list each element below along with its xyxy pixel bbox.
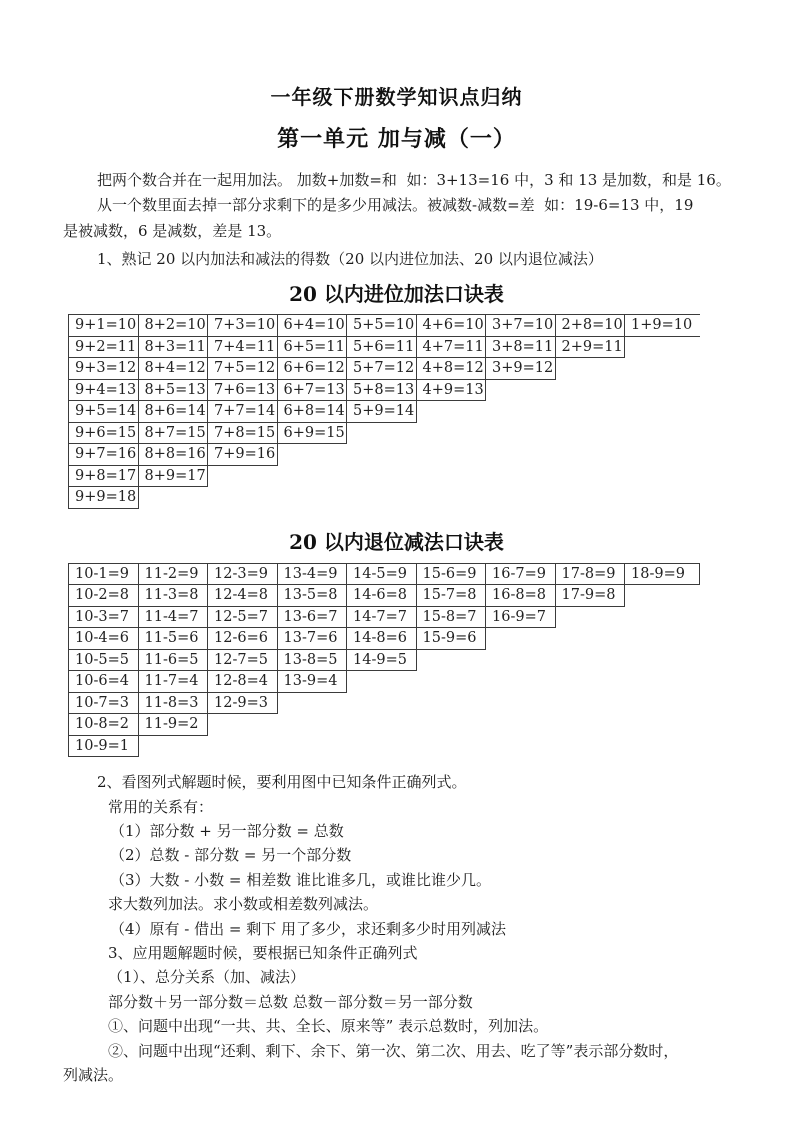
table-row — [68, 627, 793, 650]
equation-cell: 2+8=10 — [555, 314, 626, 337]
equation-cell: 4+6=10 — [416, 314, 487, 337]
table-row — [68, 465, 793, 488]
equation-cell: 15-7=8 — [416, 584, 487, 607]
equation-cell: 11-5=6 — [138, 627, 209, 650]
equation-cell: 4+9=13 — [416, 379, 487, 402]
equation-cell: 10-9=1 — [68, 735, 139, 758]
equation-cell: 10-3=7 — [68, 606, 139, 629]
note-line: 3、应用题解题时候，要根据已知条件正确列式 — [108, 944, 418, 963]
equation-cell: 14-8=6 — [346, 627, 417, 650]
equation-cell: 9+3=12 — [68, 357, 139, 380]
equation-cell: 9+1=10 — [68, 314, 139, 337]
note-line: （2）总数 - 部分数 = 另一个部分数 — [110, 846, 352, 865]
equation-cell: 5+6=11 — [346, 336, 417, 359]
equation-cell: 11-7=4 — [138, 670, 209, 693]
equation-cell: 16-9=7 — [485, 606, 556, 629]
equation-cell: 13-6=7 — [277, 606, 348, 629]
equation-cell: 11-9=2 — [138, 713, 209, 736]
equation-cell: 13-9=4 — [277, 670, 348, 693]
equation-cell: 14-5=9 — [346, 563, 417, 586]
note-line: 2、看图列式解题时候，要利用图中已知条件正确列式。 — [97, 773, 467, 792]
equation-cell: 14-9=5 — [346, 649, 417, 672]
intro-paragraph — [63, 168, 735, 272]
equation-cell: 8+9=17 — [138, 465, 209, 488]
note-line: （3）大数 - 小数 = 相差数 谁比谁多几，或谁比谁少几。 — [110, 870, 492, 889]
equation-cell: 8+8=16 — [138, 443, 209, 466]
addition-table — [68, 314, 793, 509]
equation-cell: 9+7=16 — [68, 443, 139, 466]
equation-cell: 3+7=10 — [485, 314, 556, 337]
equation-cell: 9+2=11 — [68, 336, 139, 359]
equation-cell: 12-9=3 — [207, 692, 278, 715]
equation-cell: 12-6=6 — [207, 627, 278, 650]
equation-cell: 6+9=15 — [277, 422, 348, 445]
equation-cell: 15-8=7 — [416, 606, 487, 629]
equation-cell: 8+6=14 — [138, 400, 209, 423]
table-row — [68, 649, 793, 672]
equation-cell: 17-9=8 — [555, 584, 626, 607]
intro-line: 是被减数，6 是减数，差是 13。 — [63, 221, 282, 240]
equation-cell: 12-3=9 — [207, 563, 278, 586]
equation-cell: 15-6=9 — [416, 563, 487, 586]
equation-cell: 14-6=8 — [346, 584, 417, 607]
equation-cell: 7+6=13 — [207, 379, 278, 402]
note-line: 部分数＋另一部分数＝总数 总数－部分数＝另一部分数 — [108, 992, 473, 1011]
equation-cell: 10-6=4 — [68, 670, 139, 693]
equation-cell: 8+2=10 — [138, 314, 209, 337]
equation-cell: 10-4=6 — [68, 627, 139, 650]
equation-cell: 12-8=4 — [207, 670, 278, 693]
subtraction-table — [68, 563, 793, 758]
equation-cell: 11-2=9 — [138, 563, 209, 586]
equation-cell: 11-6=5 — [138, 649, 209, 672]
table-row — [68, 713, 793, 736]
equation-cell: 6+8=14 — [277, 400, 348, 423]
equation-cell: 11-4=7 — [138, 606, 209, 629]
equation-cell: 10-7=3 — [68, 692, 139, 715]
equation-cell: 13-8=5 — [277, 649, 348, 672]
document-title: 一年级下册数学知识点归纳 — [270, 85, 523, 109]
equation-cell: 13-5=8 — [277, 584, 348, 607]
equation-cell: 1+9=10 — [624, 314, 700, 337]
equation-cell: 9+6=15 — [68, 422, 139, 445]
table-row — [68, 735, 793, 758]
equation-cell: 10-5=5 — [68, 649, 139, 672]
equation-cell: 3+8=11 — [485, 336, 556, 359]
table-row — [68, 400, 793, 423]
equation-cell: 10-8=2 — [68, 713, 139, 736]
equation-cell: 9+8=17 — [68, 465, 139, 488]
equation-cell: 2+9=11 — [555, 336, 626, 359]
equation-cell: 5+5=10 — [346, 314, 417, 337]
equation-cell: 8+4=12 — [138, 357, 209, 380]
equation-cell: 12-5=7 — [207, 606, 278, 629]
unit-heading: 第一单元 加与减（一） — [277, 126, 516, 152]
table-row — [68, 670, 793, 693]
table-row — [68, 422, 793, 445]
table-row — [68, 443, 793, 466]
table-row — [68, 692, 793, 715]
equation-cell: 16-8=8 — [485, 584, 556, 607]
equation-cell: 10-2=8 — [68, 584, 139, 607]
note-line: （1）部分数 + 另一部分数 = 总数 — [110, 822, 344, 840]
equation-cell: 9+4=13 — [68, 379, 139, 402]
intro-line: 从一个数里面去掉一部分求剩下的是多少用减法。被减数-减数=差 如：19-6=13 中，19 — [97, 196, 694, 215]
equation-cell: 14-7=7 — [346, 606, 417, 629]
subtraction-table-title: 20 以内退位减法口诀表 — [289, 529, 504, 554]
equation-cell: 7+8=15 — [207, 422, 278, 445]
equation-cell: 4+8=12 — [416, 357, 487, 380]
table-row — [68, 314, 793, 337]
note-line: 常用的关系有： — [108, 797, 214, 816]
note-line: 列减法。 — [63, 1066, 124, 1085]
notes-section — [63, 770, 743, 1087]
table-row — [68, 486, 793, 509]
equation-cell: 11-8=3 — [138, 692, 209, 715]
note-line: 求大数列加法。求小数或相差数列减法。 — [108, 895, 379, 914]
equation-cell: 8+7=15 — [138, 422, 209, 445]
table-row — [68, 606, 793, 629]
equation-cell: 9+9=18 — [68, 486, 139, 509]
equation-cell: 9+5=14 — [68, 400, 139, 423]
equation-cell: 6+4=10 — [277, 314, 348, 337]
table-row — [68, 336, 793, 359]
note-line: ①、问题中出现“一共、共、全长、原来等” 表示总数时，列加法。 — [108, 1017, 549, 1036]
note-line: （1）、总分关系（加、减法） — [108, 968, 306, 987]
equation-cell: 13-7=6 — [277, 627, 348, 650]
equation-cell: 10-1=9 — [68, 563, 139, 586]
equation-cell: 12-4=8 — [207, 584, 278, 607]
table-row — [68, 563, 793, 586]
equation-cell: 7+7=14 — [207, 400, 278, 423]
equation-cell: 7+3=10 — [207, 314, 278, 337]
equation-cell: 13-4=9 — [277, 563, 348, 586]
equation-cell: 8+5=13 — [138, 379, 209, 402]
equation-cell: 4+7=11 — [416, 336, 487, 359]
equation-cell: 6+7=13 — [277, 379, 348, 402]
equation-cell: 5+8=13 — [346, 379, 417, 402]
equation-cell: 6+5=11 — [277, 336, 348, 359]
equation-cell: 7+4=11 — [207, 336, 278, 359]
equation-cell: 18-9=9 — [624, 563, 700, 586]
equation-cell: 5+7=12 — [346, 357, 417, 380]
equation-cell: 7+9=16 — [207, 443, 278, 466]
table-row — [68, 379, 793, 402]
equation-cell: 15-9=6 — [416, 627, 487, 650]
equation-cell: 8+3=11 — [138, 336, 209, 359]
equation-cell: 12-7=5 — [207, 649, 278, 672]
intro-line: 把两个数合并在一起用加法。 加数+加数=和 如：3+13=16 中，3 和 13 是加数，和是 16。 — [97, 171, 731, 189]
equation-cell: 5+9=14 — [346, 400, 417, 423]
equation-cell: 17-8=9 — [555, 563, 626, 586]
note-line: （4）原有 - 借出 = 剩下 用了多少，求还剩多少时用列减法 — [110, 919, 507, 938]
equation-cell: 6+6=12 — [277, 357, 348, 380]
note-line: ②、问题中出现“还剩、剩下、余下、第一次、第二次、用去、吃了等”表示部分数时， — [108, 1041, 679, 1060]
table-row — [68, 357, 793, 380]
addition-table-title: 20 以内进位加法口诀表 — [289, 282, 504, 307]
table-row — [68, 584, 793, 607]
intro-line: 1、熟记 20 以内加法和减法的得数（20 以内进位加法、20 以内退位减法） — [97, 249, 603, 268]
equation-cell: 3+9=12 — [485, 357, 556, 380]
equation-cell: 7+5=12 — [207, 357, 278, 380]
equation-cell: 11-3=8 — [138, 584, 209, 607]
equation-cell: 16-7=9 — [485, 563, 556, 586]
